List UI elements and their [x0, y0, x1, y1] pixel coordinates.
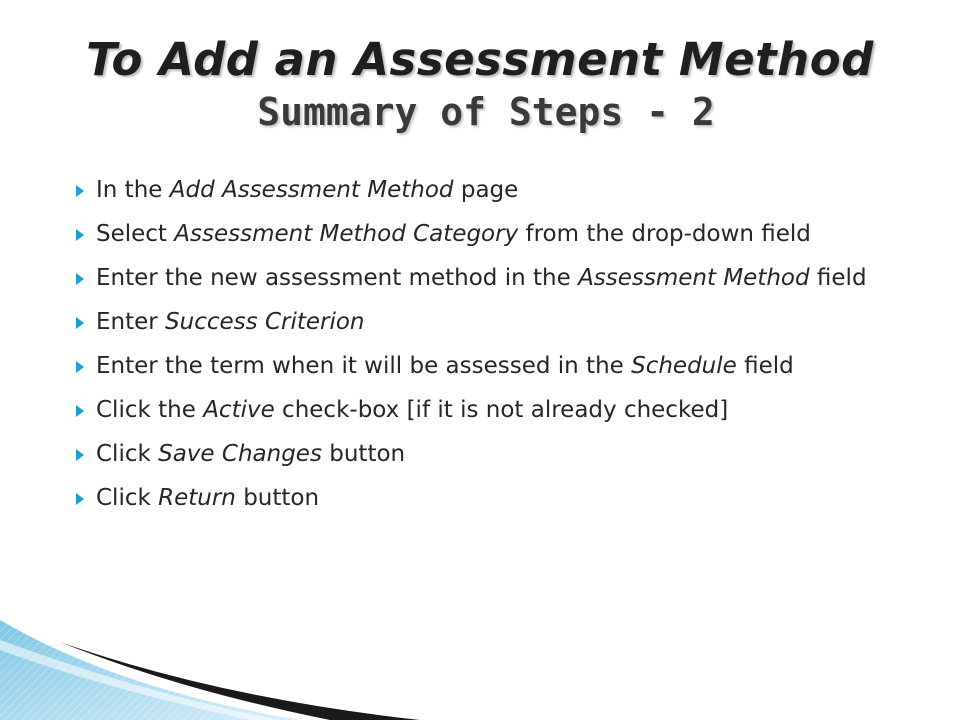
triangle-bullet-icon: [76, 185, 84, 197]
bullet-item: [76, 304, 936, 341]
bullet-text-segment: page: [453, 177, 519, 203]
bullet-text-segment: Click the: [96, 397, 204, 423]
bullet-item: [76, 172, 936, 209]
bullet-item: [76, 480, 936, 517]
emphasized-term: Return: [158, 485, 236, 511]
emphasized-term: Assessment Method: [578, 265, 810, 291]
bullet-text-segment: Enter the new assessment method in the: [96, 265, 579, 291]
triangle-bullet-icon: [76, 405, 84, 417]
bullet-item: [76, 260, 936, 297]
decorative-corner-swoosh: [0, 580, 420, 720]
triangle-bullet-icon: [76, 229, 84, 241]
bullet-text: [96, 441, 405, 467]
emphasized-term: Success Criterion: [165, 309, 365, 335]
title-line-1: To Add an Assessment Method: [86, 33, 874, 86]
bullet-item: [76, 392, 936, 429]
bullet-text: [96, 397, 728, 423]
bullet-text: [96, 485, 319, 511]
emphasized-term: Add Assessment Method: [169, 177, 454, 203]
bullet-item: [76, 436, 936, 473]
triangle-bullet-icon: [76, 493, 84, 505]
emphasized-term: Schedule: [631, 353, 737, 379]
bullet-text-segment: check-box [if it is not already checked]: [274, 397, 729, 423]
emphasized-term: Save Changes: [158, 441, 322, 467]
emphasized-term: Active: [203, 397, 275, 423]
bullet-text-segment: Click: [96, 485, 159, 511]
bullet-text-segment: Enter the term when it will be assessed in the: [96, 353, 632, 379]
bullet-text: [96, 177, 518, 203]
triangle-bullet-icon: [76, 317, 84, 329]
triangle-bullet-icon: [76, 273, 84, 285]
bullet-list: [76, 172, 936, 524]
slide-title: [0, 30, 960, 134]
bullet-text-segment: field: [736, 353, 794, 379]
bullet-text: [96, 265, 867, 291]
title-line-2: Summary of Steps - 2: [257, 90, 715, 134]
emphasized-term: Assessment Method Category: [174, 221, 519, 247]
bullet-text-segment: In the: [96, 177, 170, 203]
bullet-item: [76, 216, 936, 253]
triangle-bullet-icon: [76, 449, 84, 461]
bullet-text-segment: Enter: [96, 309, 166, 335]
triangle-bullet-icon: [76, 361, 84, 373]
bullet-text-segment: button: [235, 485, 320, 511]
bullet-text-segment: button: [321, 441, 406, 467]
bullet-item: [76, 348, 936, 385]
bullet-text: [96, 353, 794, 379]
bullet-text-segment: from the drop-down field: [518, 221, 811, 247]
bullet-text-segment: Select: [96, 221, 175, 247]
bullet-text-segment: field: [809, 265, 867, 291]
bullet-text-segment: Click: [96, 441, 159, 467]
bullet-text: [96, 221, 811, 247]
bullet-text: [96, 309, 365, 335]
